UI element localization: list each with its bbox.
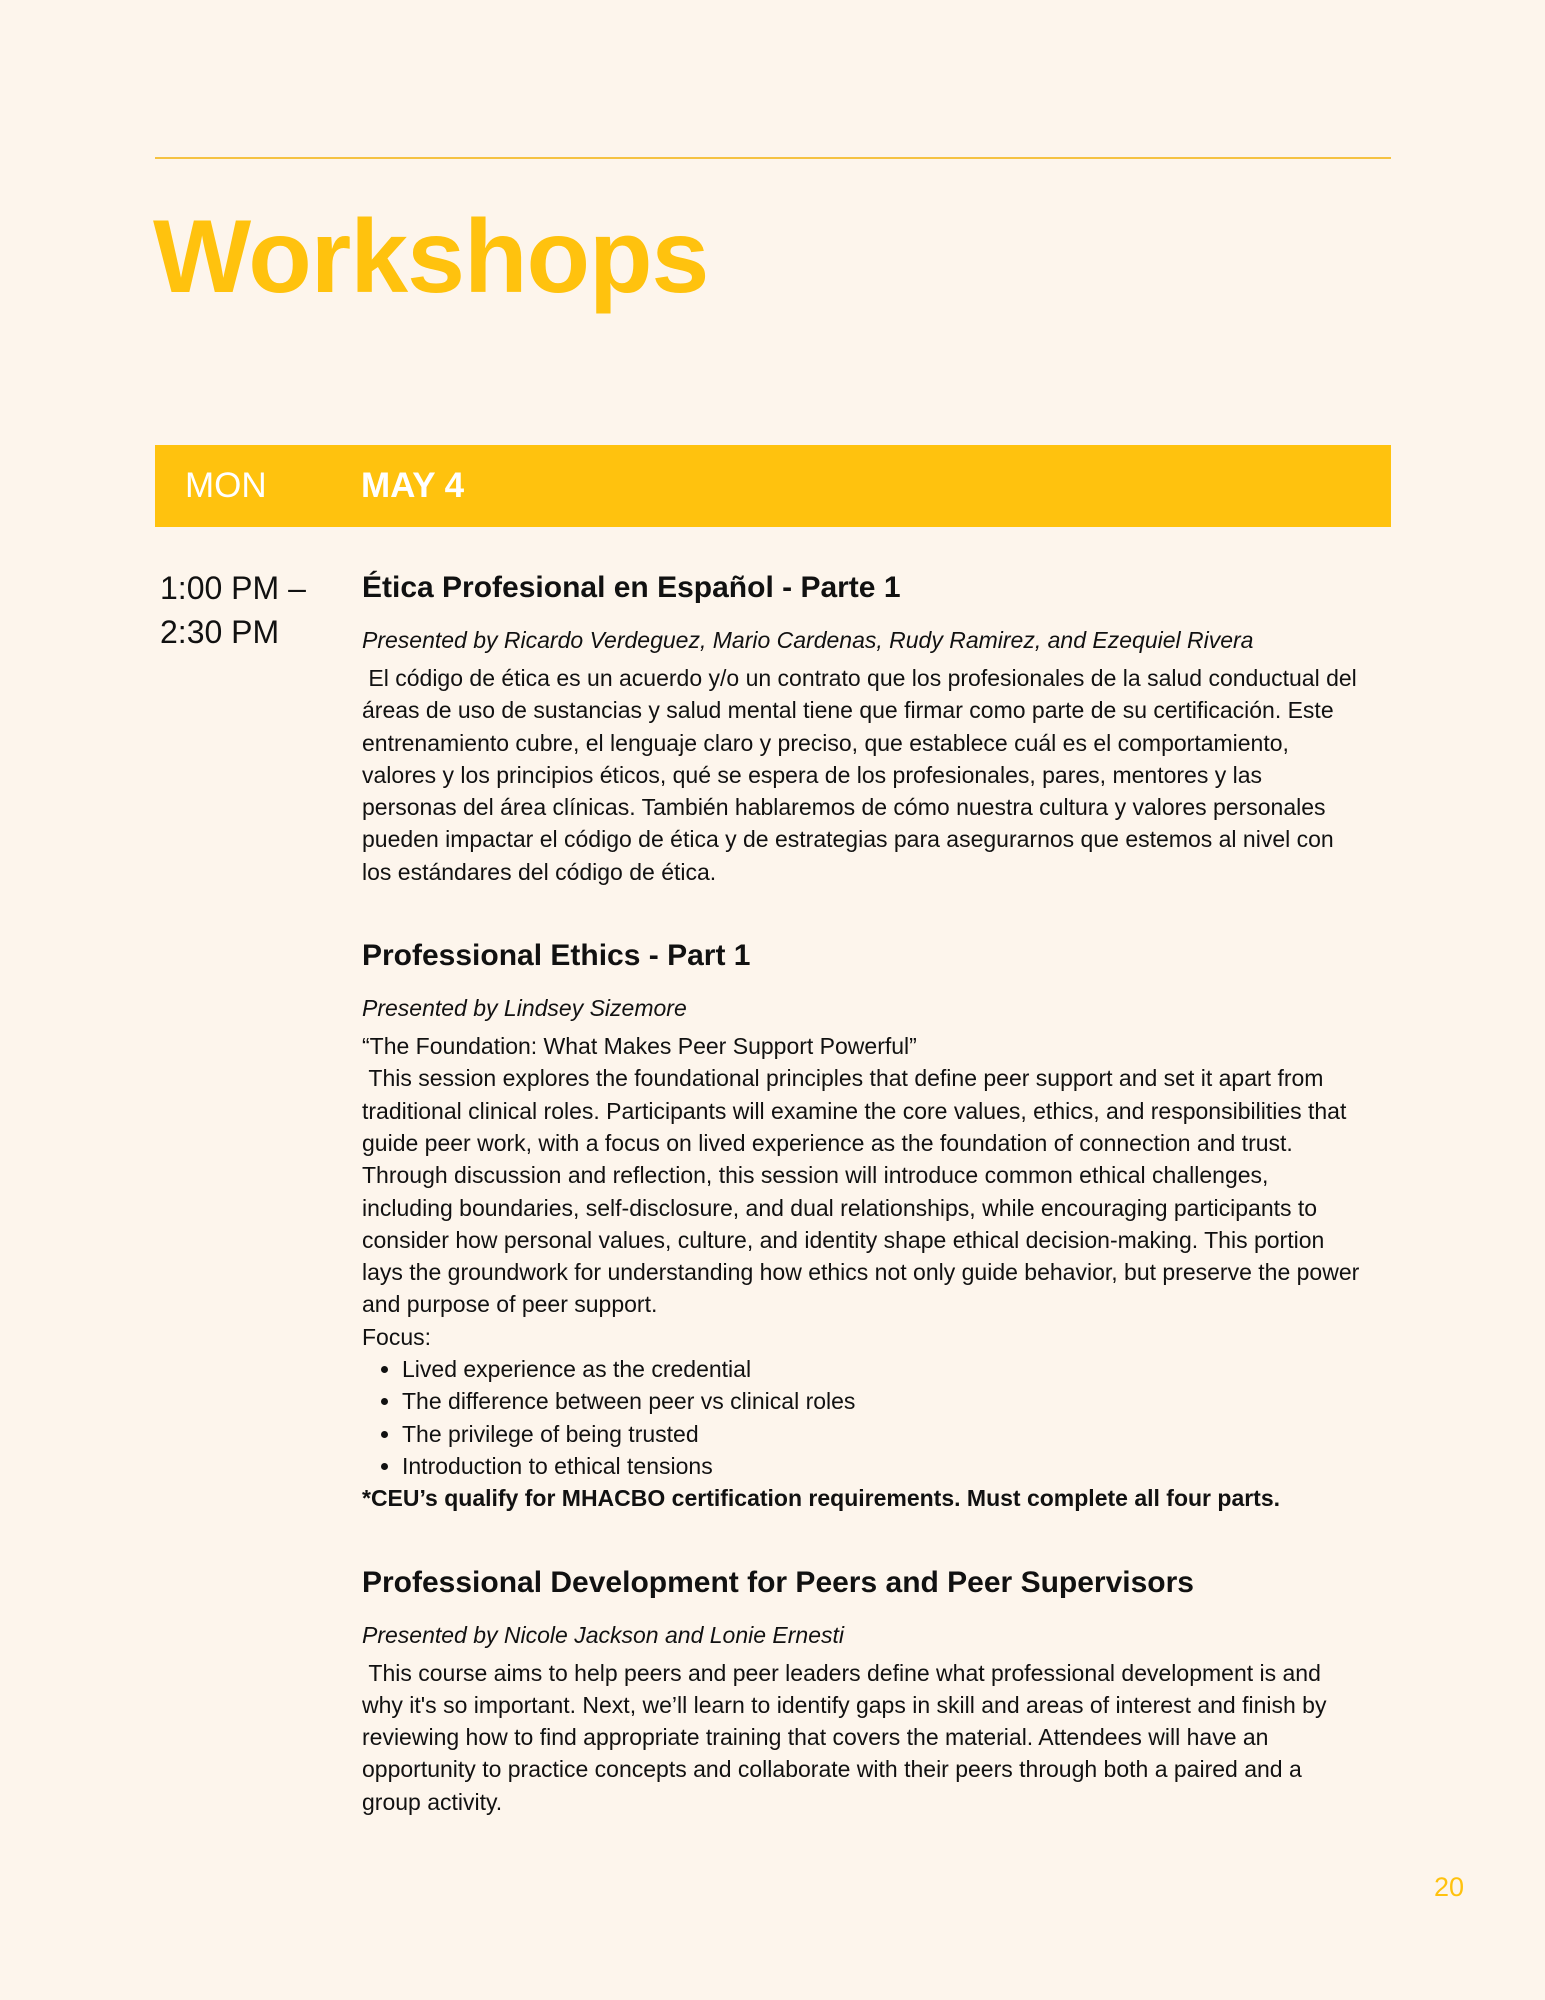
focus-item: • The difference between peer vs clinical roles — [402, 1385, 1362, 1417]
session-title: Professional Development for Peers and Peer Supervisors — [362, 1565, 1194, 1599]
session-subtitle: “The Foundation: What Makes Peer Support Powerful” — [362, 1033, 917, 1060]
session-description: El código de ética es un acuerdo y/o un contrato que los profesionales de la salud conductual del áreas de uso de sustancias y salud mental tiene que firmar como parte de su certificación. Este entrenamiento cubre, el lenguaje claro y preciso, que establece cuál es el comportamiento, valores y los principios éticos, qué se espera de los profesionales, pares, mentores y las personas del área clínicas. También hablaremos de cómo nuestra cultura y valores personales pueden impactar el código de ética y de estrategias para asegurarnos que estemos al nivel con los estándares del código de ética. — [362, 665, 1364, 885]
date-bar — [155, 445, 1391, 527]
top-divider — [155, 157, 1391, 159]
session-description: This course aims to help peers and peer leaders define what professional development is and why it's so important. Next, we’ll learn to identify gaps in skill and areas of interest and finish by reviewing how to find appropriate training that covers the material. Attendees will have an opportunity to practice concepts and collaborate with their peers through both a paired and a group activity. — [362, 1659, 1333, 1815]
focus-list — [362, 1353, 1362, 1482]
session-etica-profesional — [362, 566, 1362, 888]
focus-item: • Lived experience as the credential — [402, 1353, 1362, 1385]
session-presenters: Presented by Lindsey Sizemore — [362, 995, 687, 1022]
ceu-note: *CEU’s qualify for MHACBO certification requirements. Must complete all four parts. — [362, 1485, 1281, 1512]
focus-label: Focus: — [362, 1323, 432, 1350]
session-description: This session explores the foundational principles that define peer support and set it apart from traditional clinical roles. Participants will examine the core values, ethics, and responsibilities that guide peer work, with a focus on lived experience as the foundation of connection and trust. Through discussion and reflection, this session will introduce common ethical challenges, including boundaries, self-disclosure, and dual relationships, while encouraging participants to consider how personal values, culture, and identity shape ethical decision-making. This portion lays the groundwork for understanding how ethics not only guide behavior, but preserve the power and purpose of peer support. — [362, 1065, 1366, 1318]
time-slot — [160, 566, 350, 654]
session-title: Professional Ethics - Part 1 — [362, 939, 751, 973]
day-of-week: MON — [185, 466, 267, 505]
session-professional-development — [362, 1561, 1362, 1818]
page-title: Workshops — [153, 199, 709, 315]
focus-item: • The privilege of being trusted — [402, 1418, 1362, 1450]
focus-item: • Introduction to ethical tensions — [402, 1450, 1362, 1482]
session-title: Ética Profesional en Español - Parte 1 — [362, 571, 901, 604]
time-start: 1:00 PM – — [160, 570, 306, 606]
date-label: MAY 4 — [361, 466, 465, 505]
session-professional-ethics — [362, 934, 1366, 1514]
sessions-list — [362, 566, 1366, 1864]
session-presenters: Presented by Nicole Jackson and Lonie Ernesti — [362, 1621, 845, 1648]
time-end: 2:30 PM — [160, 614, 280, 650]
page-number: 20 — [1434, 1872, 1465, 1902]
session-presenters: Presented by Ricardo Verdeguez, Mario Cardenas, Rudy Ramirez, and Ezequiel Rivera — [362, 627, 1254, 653]
